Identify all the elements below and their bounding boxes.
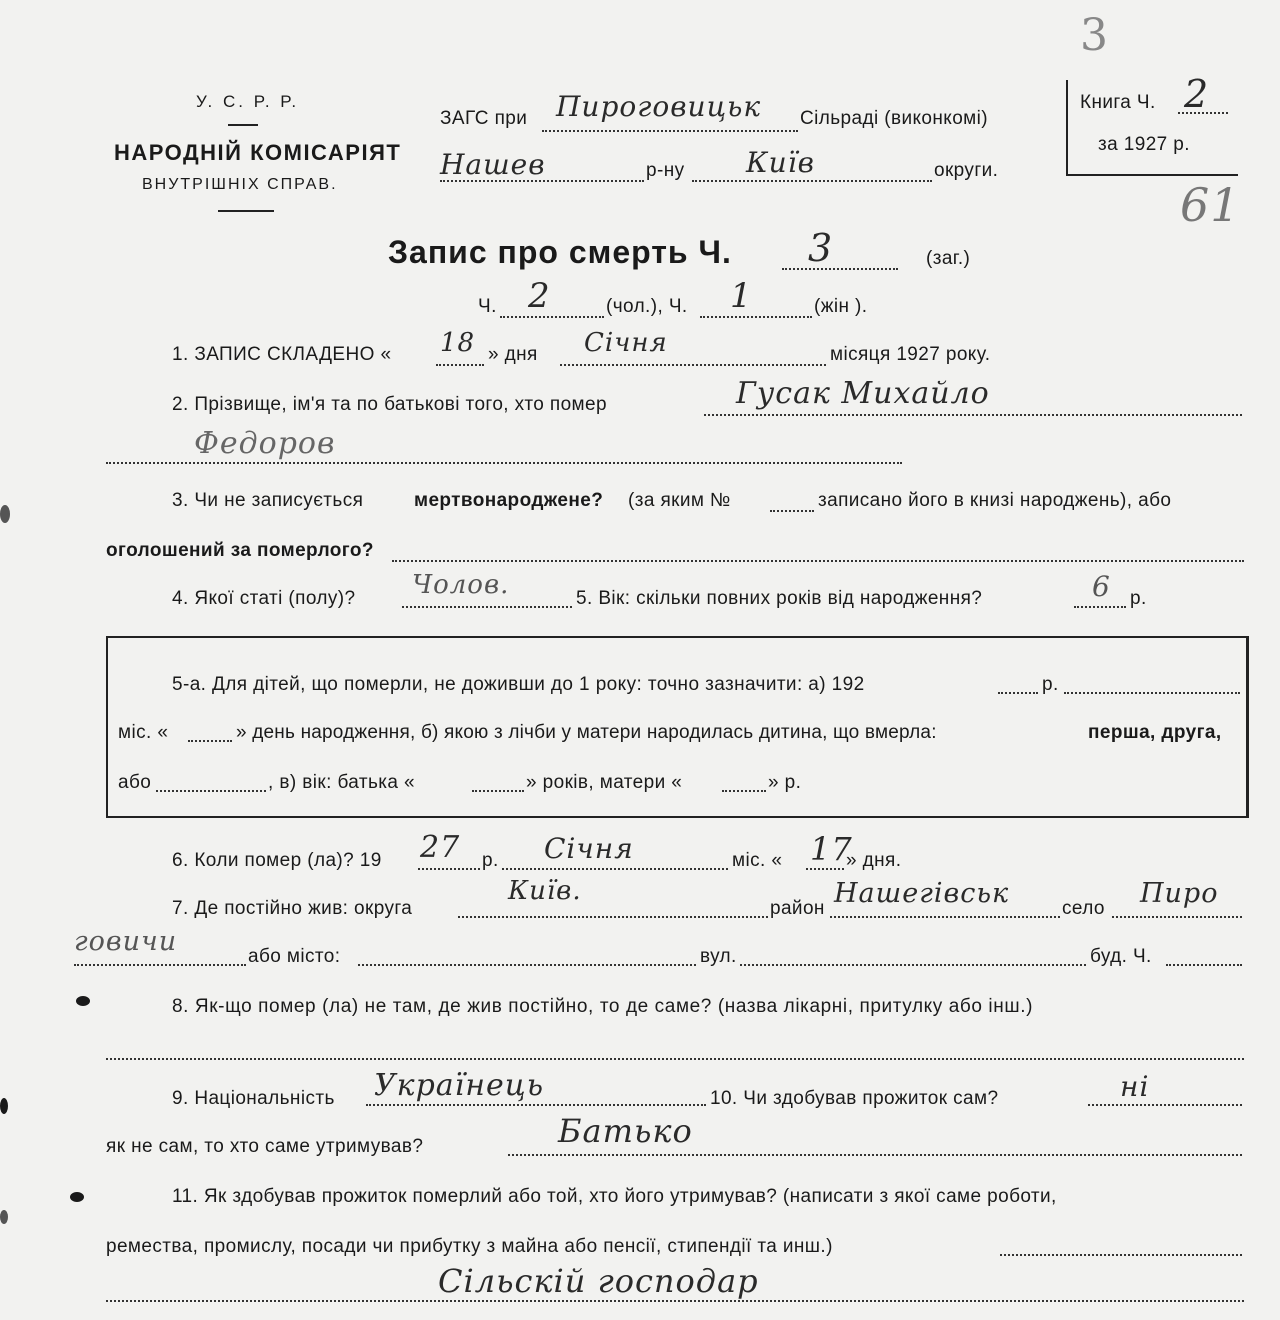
q5-age: 6 (1092, 570, 1111, 603)
q11-answer-line (106, 1300, 1244, 1302)
q1-month: Січня (584, 328, 668, 358)
punch-mark (0, 1098, 8, 1114)
q7-house-line (1166, 964, 1242, 966)
record-number-line (782, 268, 898, 270)
q4-sex: Чолов. (412, 570, 510, 600)
q7-rayon-value: Нашегівськ (834, 878, 1010, 909)
male-label: (чол.), Ч. (606, 296, 688, 317)
commissariat-title: НАРОДНІЙ КОМІСАРІЯТ (114, 140, 402, 165)
record-number: 3 (808, 226, 834, 270)
q5a-line1-b: р. (1042, 674, 1059, 695)
q6-month: Січня (544, 832, 634, 865)
book-number: 2 (1184, 72, 1210, 116)
q6-day: 17 (810, 830, 853, 868)
q10-answer: ні (1120, 1070, 1150, 1103)
q6-tail: » дня. (846, 850, 902, 871)
q5a-line2-b: » день народження, б) якою з лічби у матери народилась дитина, що вмерла: (236, 722, 937, 743)
q6-year: 27 (420, 830, 461, 865)
q7-selo-cont-line (74, 964, 246, 966)
district-label: р-ну (646, 160, 685, 181)
q1-tail: місяця 1927 року. (830, 344, 991, 365)
header-divider (218, 210, 274, 212)
q6-r: р. (482, 850, 499, 871)
q3-line1-a: 3. Чи не записується (172, 490, 364, 511)
q6-label: 6. Коли помер (ла)? 19 (172, 850, 382, 871)
q4-label: 4. Якої статі (полу)? (172, 588, 356, 609)
q7-abo-misto: або місто: (248, 946, 341, 967)
q3-line1-c: записано його в книзі народжень), або (818, 490, 1172, 511)
q4-sex-line (402, 606, 572, 608)
q9-nationality-line (366, 1104, 706, 1106)
q1-day-line (436, 364, 484, 366)
q7-selo-line (1112, 916, 1242, 918)
q1-day: 18 (440, 328, 476, 358)
okruh-label: округи. (934, 160, 999, 181)
q2-patronymic-line (106, 462, 902, 464)
q1-month-line (560, 364, 826, 366)
book-box-left (1066, 80, 1068, 176)
q9-label: 9. Національність (172, 1088, 335, 1109)
record-suffix: (заг.) (926, 248, 971, 269)
header-divider (228, 124, 258, 126)
q3-declared-line (392, 560, 1244, 562)
q2-label: 2. Прізвище, ім'я та по батькові того, хто помер (172, 394, 607, 415)
q6-day-line (806, 868, 844, 870)
q9-nationality: Українець (374, 1068, 545, 1103)
district-handwriting: Нашев (440, 148, 546, 181)
book-label: Книга Ч. (1080, 92, 1156, 113)
q1-mid: » дня (488, 344, 538, 365)
margin-mark-top: 3 (1080, 10, 1109, 61)
q10-answer-line (1088, 1104, 1242, 1106)
zags-prefix: ЗАГС при (440, 108, 528, 129)
q5a-month-line (188, 740, 232, 742)
q7-vul: вул. (700, 946, 737, 967)
q7-selo-value: Пиро (1140, 878, 1219, 909)
q11-line1: 11. Як здобував прожиток померлий або той, хто його утримував? (написати з якої саме роботи, (172, 1186, 1057, 1207)
ch-label: Ч. (478, 296, 497, 317)
q10-supporter-line (508, 1154, 1242, 1156)
zags-village-line (542, 130, 798, 132)
q3-declared-dead: оголошений за померлого? (106, 540, 374, 561)
q3-number-line (770, 510, 814, 512)
q5-label: 5. Вік: скільки повних років від народження? (576, 588, 983, 609)
book-year: за 1927 р. (1098, 134, 1190, 155)
q5a-line3-c: » років, матери « (526, 772, 683, 793)
q7-bud: буд. Ч. (1090, 946, 1152, 967)
q2-patronymic: Федоров (194, 426, 336, 461)
punch-mark (76, 996, 90, 1006)
q2-name: Гусак Михайло (736, 376, 990, 411)
zags-suffix: Сільраді (виконкомі) (800, 108, 988, 129)
q5a-line3-d: » р. (768, 772, 802, 793)
q10-label: 10. Чи здобував прожиток сам? (710, 1088, 999, 1109)
district-line (440, 180, 644, 182)
q5a-mother-age-line (722, 790, 766, 792)
male-count-line (500, 316, 604, 318)
q5a-father-age-line (472, 790, 524, 792)
record-title: Запис про смерть Ч. (388, 234, 732, 270)
q7-selo: село (1062, 898, 1105, 919)
q7-rayon: район (770, 898, 825, 919)
female-count-line (700, 316, 812, 318)
q7-label: 7. Де постійно жив: округа (172, 898, 413, 919)
q5a-line3-a: або (118, 772, 152, 793)
q5-age-unit: р. (1130, 588, 1147, 609)
male-count: 2 (528, 276, 551, 316)
q6-mis: міс. « (732, 850, 783, 871)
q10-supporter-label: як не сам, то хто саме утримував? (106, 1136, 424, 1157)
q6-month-line (502, 868, 728, 870)
q7-city-line (358, 964, 696, 966)
q11-line2-blank (1000, 1254, 1242, 1256)
q5a-other-line (156, 790, 266, 792)
okruh-handwriting: Київ (746, 146, 815, 179)
q7-okruh-line (458, 916, 768, 918)
q5a-line3-b: , в) вік: батька « (268, 772, 415, 793)
q7-selo-continued: говичи (74, 926, 178, 957)
q5-age-line (1074, 606, 1126, 608)
q8-label: 8. Як-що помер (ла) не там, де жив постійно, то де саме? (назва лікарні, притулку або інш.) (172, 996, 1033, 1017)
q11-line2: ремества, промислу, посади чи прибутку з майна або пенсії, стипендії та инш.) (106, 1236, 833, 1257)
q10-supporter: Батько (558, 1112, 693, 1150)
okruh-line (692, 180, 932, 182)
q7-rayon-line (830, 916, 1060, 918)
book-box-bottom (1066, 174, 1238, 176)
punch-mark (0, 1210, 8, 1224)
q8-answer-line (106, 1058, 1244, 1060)
zags-village: Пироговицьк (556, 90, 762, 123)
q3-line1-b: (за яким № (628, 490, 731, 511)
punch-mark (70, 1192, 84, 1202)
punch-mark (0, 505, 10, 523)
q11-answer: Сільскій господар (438, 1262, 759, 1300)
q7-okruh: Київ. (508, 876, 582, 906)
female-count: 1 (730, 276, 753, 316)
q7-street-line (740, 964, 1086, 966)
q5a-line1-a: 5-а. Для дітей, що померли, не доживши до 1 року: точно зазначити: а) 192 (172, 674, 865, 695)
q1-label: 1. ЗАПИС СКЛАДЕНО « (172, 344, 392, 365)
female-label: (жін ). (814, 296, 868, 317)
q5a-year-tail-line (1064, 692, 1240, 694)
margin-mark-side: 61 (1180, 178, 1241, 232)
q5a-line2-a: міс. « (118, 722, 169, 743)
q6-year-line (418, 868, 480, 870)
ussr-label: У. С. Р. Р. (196, 92, 300, 111)
q3-stillborn: мертвонароджене? (414, 490, 604, 511)
q5a-year-line (998, 692, 1038, 694)
q2-name-line (704, 414, 1242, 416)
q5a-birth-order: перша, друга, (1088, 722, 1222, 743)
internal-affairs-label: ВНУТРІШНІХ СПРАВ. (142, 176, 338, 193)
